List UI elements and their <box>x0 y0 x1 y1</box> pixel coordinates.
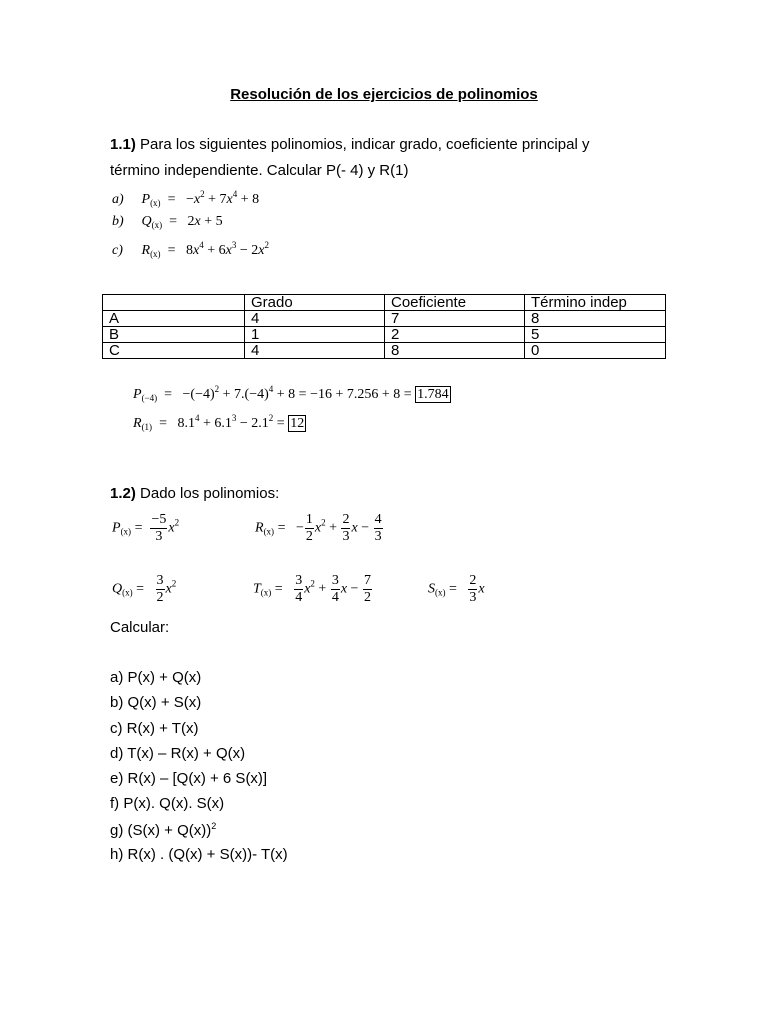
eval-result: 12 <box>290 416 305 431</box>
eval-name: P <box>133 387 142 402</box>
table-cell: 7 <box>385 311 525 327</box>
eval-expression: = $-(-4)^2 + 7.(-4)^4 + 8 = -16 + 7.256 + 8$ = <box>160 384 416 402</box>
eval-result: 1.784 <box>417 387 449 402</box>
exercise-statement: Dado los polinomios: <box>140 485 280 502</box>
task-h: h) R(x) . (Q(x) + S(x))- T(x) <box>110 846 288 863</box>
table-cell: C <box>103 343 245 359</box>
table-cell: 5 <box>525 327 666 343</box>
task-f: f) P(x). Q(x). S(x) <box>110 795 225 812</box>
table-cell: 4 <box>245 343 385 359</box>
item-letter: b) <box>112 214 124 229</box>
item-letter: a) <box>112 192 124 207</box>
task-b: b) Q(x) + S(x) <box>110 694 202 711</box>
page-title: Resolución de los ejercicios de polinomios <box>230 86 538 103</box>
evaluation-p <box>133 384 451 403</box>
poly-var: (x) <box>150 198 161 208</box>
exercise-1-1-line2: término independiente. Calcular P(- 4) y R(1) <box>110 162 409 179</box>
polynomial-r: $R_{(x)}$ = − $\frac{1}{2}$ $x^2$ + $\frac{2}{3}$ x − $\frac{4}{3}$ <box>255 512 382 544</box>
exercise-1-1-line1 <box>110 136 589 153</box>
task-d: d) T(x) – R(x) + Q(x) <box>110 745 246 762</box>
poly-expression: = $8x^4 + 6x^3 - 2x^2$ <box>164 240 269 258</box>
eval-name: R <box>133 416 142 431</box>
table-header-cell <box>103 295 245 311</box>
table-cell: A <box>103 311 245 327</box>
table-cell: 8 <box>525 311 666 327</box>
polynomial-a <box>112 189 259 208</box>
exercise-number: 1.2) <box>110 485 136 502</box>
item-letter: c) <box>112 243 123 258</box>
table-cell: 8 <box>385 343 525 359</box>
table-header-cell: Coeficiente <box>385 295 525 311</box>
table-cell: 2 <box>385 327 525 343</box>
task-g <box>110 821 216 839</box>
poly-expression: = 2x + 5 <box>165 214 223 229</box>
table-cell: 0 <box>525 343 666 359</box>
task-text: g) (S(x) + Q(x)) <box>110 822 212 839</box>
table-header-cell: Grado <box>245 295 385 311</box>
evaluation-r <box>133 413 306 432</box>
exercise-statement: Para los siguientes polinomios, indicar grado, coeficiente principal y <box>140 136 590 153</box>
table-row <box>103 343 666 359</box>
table-row <box>103 327 666 343</box>
polynomial-s: $S_{(x)}$ = $\frac{2}{3}$ x <box>428 573 485 605</box>
polynomial-p: $P_{(x)}$ = $\frac{-5}{3}$ $x^2$ <box>112 512 180 544</box>
task-c: c) R(x) + T(x) <box>110 720 199 737</box>
eval-expression: = $8.1^4 + 6.1^3 - 2.1^2$ = <box>155 413 289 431</box>
table-row <box>103 311 666 327</box>
exercise-1-2-heading <box>110 485 279 502</box>
calcular-label: Calcular: <box>110 619 170 636</box>
poly-var: (x) <box>150 249 161 259</box>
degree-table <box>102 294 666 359</box>
table-cell: 1 <box>245 327 385 343</box>
task-exponent: 2 <box>211 821 217 831</box>
polynomial-t: $T_{(x)}$ = $\frac{3}{4}$ $x^2$ + $\frac{3}{4}$ x − $\frac{7}{2}$ <box>253 573 371 605</box>
polynomial-c <box>112 240 269 259</box>
eval-sub: (−4) <box>141 393 158 403</box>
poly-name: Q <box>141 214 152 229</box>
poly-name: P <box>141 192 151 207</box>
task-e: e) R(x) – [Q(x) + 6 S(x)] <box>110 770 268 787</box>
table-cell: B <box>103 327 245 343</box>
exercise-number: 1.1) <box>110 136 136 153</box>
eval-sub: (1) <box>141 422 153 432</box>
table-header-cell: Término indep <box>525 295 666 311</box>
poly-expression: = $-x^2 + 7x^4 + 8$ <box>164 189 260 207</box>
table-header-row <box>103 295 666 311</box>
polynomial-q: $Q_{(x)}$ = $\frac{3}{2}$ $x^2$ <box>112 573 177 605</box>
poly-name: R <box>141 243 151 258</box>
table-cell: 4 <box>245 311 385 327</box>
polynomial-b <box>112 214 223 230</box>
task-a: a) P(x) + Q(x) <box>110 669 202 686</box>
poly-var: (x) <box>151 220 163 230</box>
